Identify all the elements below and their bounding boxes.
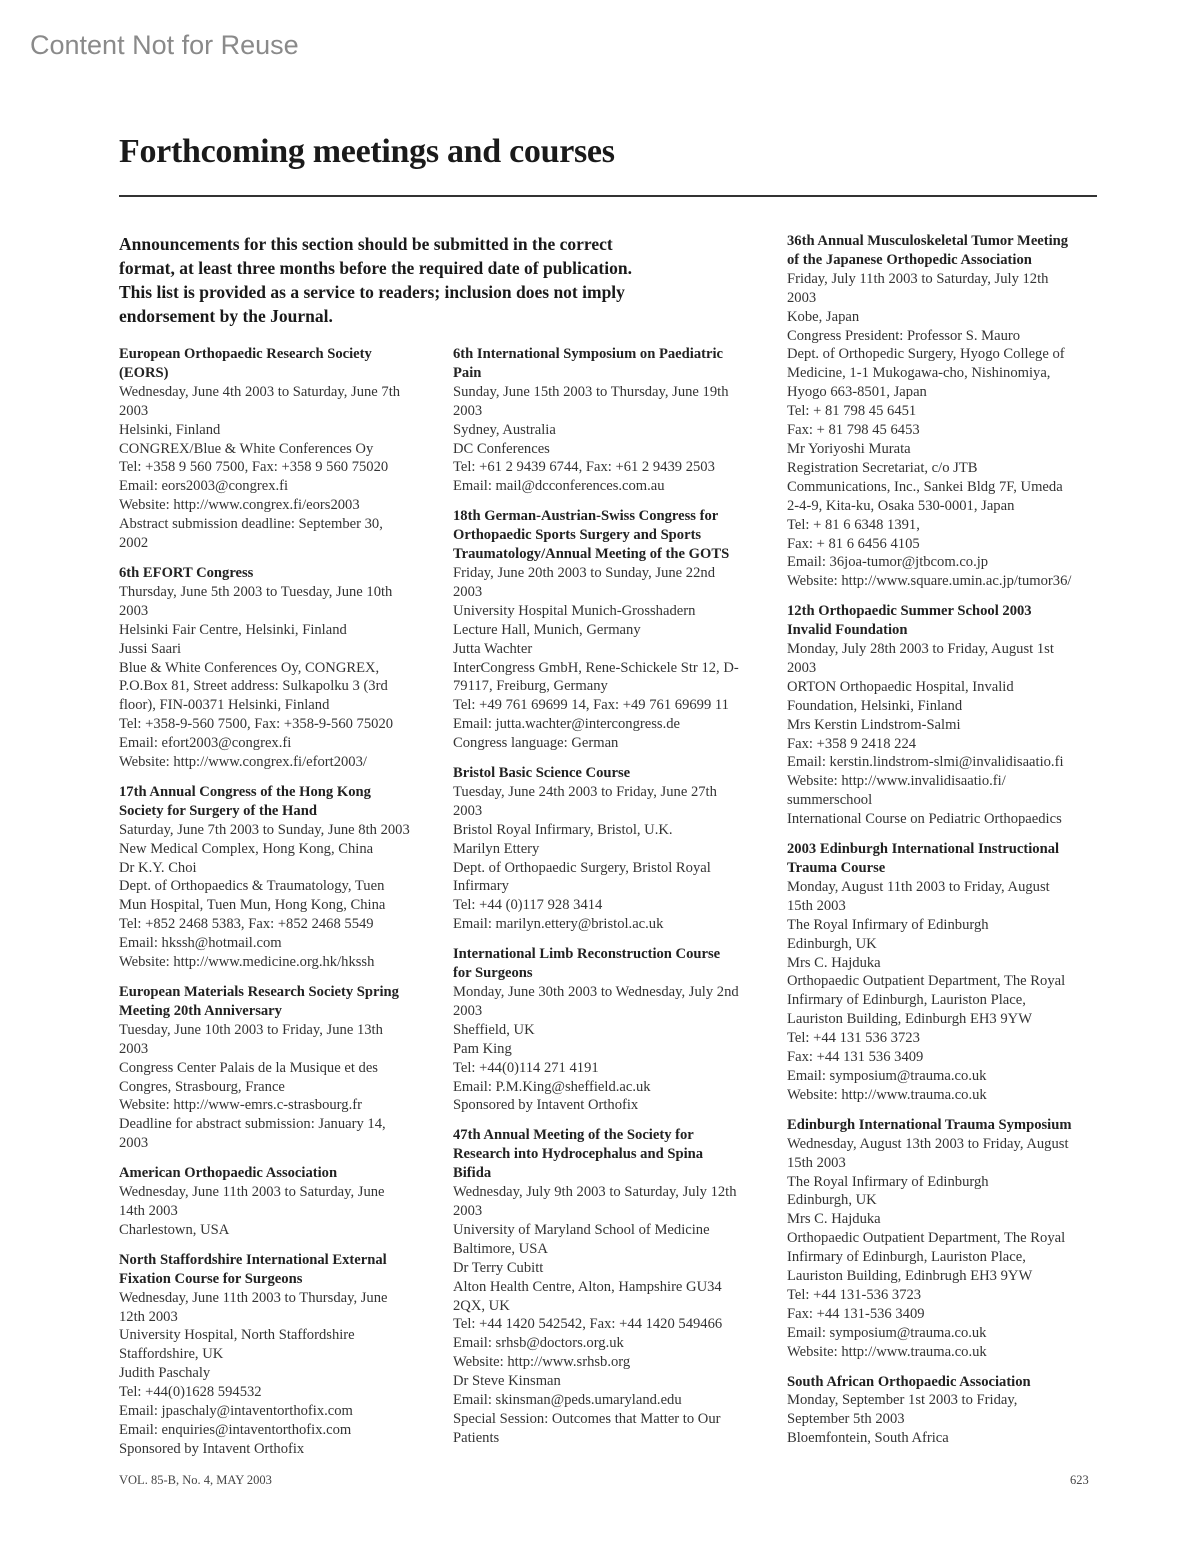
meeting-title-line: Pain — [453, 364, 482, 381]
meeting-detail-line: Kobe, Japan — [787, 308, 860, 325]
meeting-detail-line: Helsinki Fair Centre, Helsinki, Finland — [119, 621, 347, 638]
meeting-title-line: Traumatology/Annual Meeting of the GOTS — [453, 546, 730, 563]
meeting-detail-line: Lauriston Building, Edinbrugh EH3 9YW — [787, 1268, 1033, 1285]
meeting-detail-line: Dept. of Orthopaedic Surgery, Bristol Royal — [453, 859, 711, 876]
meeting-detail-line: Tel: +44(0)114 271 4191 — [453, 1059, 599, 1076]
meeting-detail-line: Dr Steve Kinsman — [453, 1373, 561, 1390]
intro-line: This list is provided as a service to readers; inclusion does not imply — [119, 282, 625, 302]
meeting-entry — [453, 345, 783, 496]
meeting-detail-line: Congress Center Palais de la Musique et des — [119, 1059, 378, 1076]
meeting-detail-line: Alton Health Centre, Alton, Hampshire GU34 — [453, 1278, 722, 1295]
meeting-entry — [787, 1116, 1117, 1362]
meeting-detail-line: Monday, September 1st 2003 to Friday, — [787, 1392, 1018, 1409]
intro-line: Announcements for this section should be submitted in the correct — [119, 234, 613, 254]
meeting-detail-line: Tuesday, June 10th 2003 to Friday, June 13th — [119, 1021, 383, 1038]
meeting-title-line: Bristol Basic Science Course — [453, 765, 631, 782]
meeting-title-line: 12th Orthopaedic Summer School 2003 — [787, 603, 1032, 620]
meeting-detail-line: Wednesday, July 9th 2003 to Saturday, July 12th — [453, 1184, 737, 1201]
meeting-detail-line: DC Conferences — [453, 440, 550, 457]
meeting-detail-line: Monday, June 30th 2003 to Wednesday, July 2nd — [453, 984, 739, 1000]
meeting-detail-line: Tel: +61 2 9439 6744, Fax: +61 2 9439 2503 — [453, 459, 715, 476]
meeting-title-line: European Orthopaedic Research Society — [119, 346, 372, 362]
meeting-title-line: European Materials Research Society Spring — [119, 984, 399, 1000]
meeting-detail-line: The Royal Infirmary of Edinburgh — [787, 1173, 989, 1190]
meeting-detail-line: 2003 — [119, 402, 149, 419]
meeting-entry — [453, 945, 783, 1115]
meeting-detail-line: Email: srhsb@doctors.org.uk — [453, 1335, 624, 1352]
meeting-detail-line: Edinburgh, UK — [787, 935, 877, 952]
meeting-entry — [787, 602, 1117, 829]
meeting-detail-line: Congress President: Professor S. Mauro — [787, 327, 1021, 344]
meeting-detail-line: Email: jutta.wachter@intercongress.de — [453, 716, 680, 733]
meeting-title-line: 2003 Edinburgh International Instructional — [787, 841, 1060, 858]
meeting-detail-line: InterCongress GmbH, Rene-Schickele Str 12, D- — [453, 659, 739, 676]
meeting-detail-line: Sponsored by Intavent Orthofix — [119, 1440, 305, 1457]
meeting-detail-line: 2003 — [787, 289, 817, 306]
meeting-detail-line: Thursday, June 5th 2003 to Tuesday, June 10th — [119, 583, 393, 600]
meeting-detail-line: Tel: + 81 6 6348 1391, — [787, 516, 920, 533]
meeting-entry — [119, 783, 449, 972]
meeting-title-line: (EORS) — [119, 364, 169, 381]
meeting-detail-line: Special Session: Outcomes that Matter to Our — [453, 1410, 721, 1427]
meeting-detail-line: 2003 — [119, 1135, 149, 1152]
meeting-detail-line: Tel: +44 (0)117 928 3414 — [453, 897, 603, 914]
meeting-detail-line: Dept. of Orthopedic Surgery, Hyogo College of — [787, 346, 1065, 363]
meeting-title-line: 6th EFORT Congress — [119, 564, 254, 581]
meeting-title-line: International Limb Reconstruction Course — [453, 946, 721, 963]
meeting-title-line: Orthopaedic Sports Surgery and Sports — [453, 527, 702, 544]
meeting-detail-line: Tel: +358 9 560 7500, Fax: +358 9 560 75020 — [119, 459, 389, 476]
meeting-detail-line: Mun Hospital, Tuen Mun, Hong Kong, China — [119, 897, 386, 914]
meeting-entry — [453, 507, 783, 753]
meeting-detail-line: Lecture Hall, Munich, Germany — [453, 621, 641, 638]
meeting-detail-line: Website: http://www.trauma.co.uk — [787, 1343, 987, 1360]
meeting-entry — [787, 840, 1117, 1105]
meeting-detail-line: 2002 — [119, 535, 149, 552]
meeting-detail-line: Charlestown, USA — [119, 1221, 230, 1238]
meeting-detail-line: Monday, August 11th 2003 to Friday, August — [787, 878, 1050, 895]
meeting-detail-line: Congres, Strasbourg, France — [119, 1078, 285, 1095]
meeting-detail-line: Tel: +44 1420 542542, Fax: +44 1420 549466 — [453, 1316, 723, 1333]
meeting-detail-line: Pam King — [453, 1040, 512, 1057]
meeting-detail-line: Baltimore, USA — [453, 1240, 548, 1257]
meeting-detail-line: floor), FIN-00371 Helsinki, Finland — [119, 697, 330, 714]
meeting-title-line: Bifida — [453, 1165, 492, 1182]
meeting-detail-line: Fax: +44 131-536 3409 — [787, 1305, 925, 1322]
meeting-detail-line: Medicine, 1-1 Mukogawa-cho, Nishinomiya, — [787, 365, 1051, 382]
meeting-detail-line: Website: http://www.congrex.fi/efort2003/ — [119, 754, 367, 771]
meeting-detail-line: Email: kerstin.lindstrom-slmi@invalidisaatio.fi — [787, 754, 1064, 771]
meeting-detail-line: Tuesday, June 24th 2003 to Friday, June 27th — [453, 783, 717, 800]
meeting-detail-line: Tel: +49 761 69699 14, Fax: +49 761 69699 11 — [453, 697, 729, 714]
meeting-detail-line: 2003 — [453, 402, 483, 419]
meeting-detail-line: Mrs Kerstin Lindstrom-Salmi — [787, 716, 961, 733]
meeting-detail-line: Email: symposium@trauma.co.uk — [787, 1067, 987, 1084]
meeting-detail-line: Fax: + 81 6 6456 4105 — [787, 535, 920, 552]
meeting-detail-line: Infirmary of Edinburgh, Lauriston Place, — [787, 992, 1026, 1009]
meeting-detail-line: University of Maryland School of Medicine — [453, 1221, 710, 1238]
meeting-detail-line: Sydney, Australia — [453, 421, 556, 438]
meeting-detail-line: Infirmary — [453, 878, 509, 895]
meeting-detail-line: Email: symposium@trauma.co.uk — [787, 1324, 987, 1341]
meeting-title-line: Meeting 20th Anniversary — [119, 1002, 282, 1019]
meeting-detail-line: 12th 2003 — [119, 1308, 178, 1325]
meeting-title-line: South African Orthopaedic Association — [787, 1373, 1031, 1390]
meeting-detail-line: Email: skinsman@peds.umaryland.edu — [453, 1392, 682, 1409]
meeting-detail-line: 2003 — [453, 1202, 483, 1219]
meeting-detail-line: Tel: + 81 798 45 6451 — [787, 403, 917, 420]
meeting-detail-line: International Course on Pediatric Orthopaedics — [787, 811, 1062, 828]
meeting-entry — [119, 1251, 449, 1459]
meeting-detail-line: Deadline for abstract submission: January 14, — [119, 1116, 386, 1133]
meeting-detail-line: Website: http://www.congrex.fi/eors2003 — [119, 497, 360, 514]
meeting-detail-line: CONGREX/Blue & White Conferences Oy — [119, 440, 374, 457]
meeting-detail-line: New Medical Complex, Hong Kong, China — [119, 840, 374, 857]
meeting-detail-line: 79117, Freiburg, Germany — [453, 678, 608, 695]
meeting-title-line: Invalid Foundation — [787, 622, 908, 639]
meeting-entry — [453, 1126, 783, 1447]
meeting-detail-line: Tel: +852 2468 5383, Fax: +852 2468 5549 — [119, 916, 374, 933]
meeting-detail-line: Dr K.Y. Choi — [119, 859, 197, 876]
meeting-entry — [119, 1164, 449, 1240]
meeting-title-line: 6th International Symposium on Paediatric — [453, 346, 723, 362]
meeting-detail-line: Lauriston Building, Edinburgh EH3 9YW — [787, 1011, 1032, 1028]
meeting-title-line: 17th Annual Congress of the Hong Kong — [119, 783, 371, 800]
meeting-detail-line: Communications, Inc., Sankei Bldg 7F, Umeda — [787, 478, 1063, 495]
meeting-detail-line: Sheffield, UK — [453, 1021, 535, 1038]
meeting-detail-line: Website: http://www-emrs.c-strasbourg.fr — [119, 1097, 362, 1114]
meeting-detail-line: Sunday, June 15th 2003 to Thursday, June 19th — [453, 383, 729, 400]
meeting-detail-line: Infirmary of Edinburgh, Lauriston Place, — [787, 1249, 1026, 1266]
meeting-detail-line: Website: http://www.trauma.co.uk — [787, 1086, 987, 1103]
meeting-detail-line: summerschool — [787, 792, 873, 809]
meeting-detail-line: 2003 — [453, 1002, 483, 1019]
meeting-detail-line: Helsinki, Finland — [119, 421, 221, 438]
meeting-detail-line: Jussi Saari — [119, 640, 182, 657]
meeting-detail-line: Bloemfontein, South Africa — [787, 1430, 949, 1447]
meeting-detail-line: Congress language: German — [453, 735, 619, 752]
meeting-title-line: Trauma Course — [787, 860, 886, 876]
meeting-detail-line: Wednesday, June 11th 2003 to Thursday, June — [119, 1289, 388, 1306]
meeting-detail-line: Mrs C. Hajduka — [787, 954, 881, 971]
meeting-detail-line: 2003 — [787, 659, 817, 676]
meeting-detail-line: Wednesday, June 11th 2003 to Saturday, June — [119, 1184, 385, 1201]
meeting-detail-line: University Hospital, North Staffordshire — [119, 1327, 355, 1344]
meeting-detail-line: Email: hkssh@hotmail.com — [119, 935, 282, 952]
meeting-title-line: of the Japanese Orthopedic Association — [787, 251, 1032, 268]
meeting-detail-line: Tel: +358-9-560 7500, Fax: +358-9-560 75020 — [119, 716, 394, 733]
meeting-detail-line: Sponsored by Intavent Orthofix — [453, 1097, 639, 1114]
meeting-detail-line: Mr Yoriyoshi Murata — [787, 440, 911, 457]
meeting-detail-line: Monday, July 28th 2003 to Friday, August 1st — [787, 641, 1054, 658]
meeting-entry — [787, 232, 1117, 591]
meeting-detail-line: Abstract submission deadline: September 30, — [119, 516, 383, 533]
meeting-entry — [787, 1373, 1117, 1449]
meeting-detail-line: Marilyn Ettery — [453, 840, 540, 857]
page-number: 623 — [1070, 1473, 1089, 1487]
meeting-detail-line: Edinburgh, UK — [787, 1192, 877, 1209]
meeting-detail-line: Dept. of Orthopaedics & Traumatology, Tuen — [119, 878, 385, 895]
meeting-detail-line: September 5th 2003 — [787, 1411, 905, 1428]
meeting-detail-line: Saturday, June 7th 2003 to Sunday, June 8th 2003 — [119, 821, 410, 838]
meeting-detail-line: Wednesday, August 13th 2003 to Friday, August — [787, 1135, 1069, 1152]
intro-notice — [119, 232, 739, 328]
intro-line: endorsement by the Journal. — [119, 306, 333, 326]
meeting-detail-line: Website: http://www.medicine.org.hk/hkssh — [119, 954, 375, 971]
page-title: Forthcoming meetings and courses — [119, 133, 615, 170]
meeting-detail-line: Email: mail@dcconferences.com.au — [453, 478, 665, 495]
meeting-detail-line: Staffordshire, UK — [119, 1346, 224, 1363]
meeting-detail-line: Email: enquiries@intaventorthofix.com — [119, 1421, 352, 1438]
meeting-detail-line: The Royal Infirmary of Edinburgh — [787, 916, 989, 933]
meeting-detail-line: Fax: +358 9 2418 224 — [787, 735, 917, 752]
meeting-entry — [453, 764, 783, 934]
meeting-title-line: North Staffordshire International External — [119, 1251, 387, 1268]
meeting-detail-line: 2003 — [119, 1040, 149, 1057]
watermark-text: Content Not for Reuse — [30, 30, 299, 60]
meeting-title-line: 36th Annual Musculoskeletal Tumor Meeting — [787, 233, 1069, 249]
meeting-detail-line: 14th 2003 — [119, 1202, 178, 1219]
meeting-detail-line: Orthopaedic Outpatient Department, The Royal — [787, 973, 1066, 990]
meeting-title-line: Research into Hydrocephalus and Spina — [453, 1146, 704, 1163]
meeting-detail-line: Email: jpaschaly@intaventorthofix.com — [119, 1403, 353, 1420]
meeting-detail-line: 2003 — [119, 602, 149, 619]
meeting-detail-line: Email: P.M.King@sheffield.ac.uk — [453, 1078, 651, 1095]
column-2 — [453, 345, 783, 1459]
meeting-title-line: 18th German-Austrian-Swiss Congress for — [453, 508, 719, 525]
meeting-detail-line: Email: eors2003@congrex.fi — [119, 478, 289, 495]
meeting-title-line: for Surgeons — [453, 965, 533, 982]
meeting-detail-line: Email: 36joa-tumor@jtbcom.co.jp — [787, 554, 989, 571]
meeting-detail-line: Dr Terry Cubitt — [453, 1259, 544, 1276]
meeting-detail-line: P.O.Box 81, Street address: Sulkapolku 3 (3rd — [119, 678, 388, 695]
meeting-detail-line: Mrs C. Hajduka — [787, 1211, 881, 1228]
meeting-detail-line: Wednesday, June 4th 2003 to Saturday, June 7th — [119, 383, 401, 400]
meeting-detail-line: Website: http://www.square.umin.ac.jp/tumor36/ — [787, 573, 1072, 590]
meeting-detail-line: Tel: +44(0)1628 594532 — [119, 1384, 262, 1401]
meeting-title-line: 47th Annual Meeting of the Society for — [453, 1127, 694, 1144]
meeting-detail-line: Friday, July 11th 2003 to Saturday, July 12th — [787, 270, 1049, 287]
journal-issue: VOL. 85-B, No. 4, MAY 2003 — [119, 1473, 272, 1487]
meeting-detail-line: Orthopaedic Outpatient Department, The Royal — [787, 1230, 1066, 1247]
meeting-detail-line: Registration Secretariat, c/o JTB — [787, 459, 978, 476]
meeting-detail-line: 2-4-9, Kita-ku, Osaka 530-0001, Japan — [787, 497, 1015, 514]
meeting-title-line: Fixation Course for Surgeons — [119, 1270, 303, 1287]
meeting-detail-line: 2QX, UK — [453, 1297, 510, 1314]
meeting-detail-line: ORTON Orthopaedic Hospital, Invalid — [787, 678, 1014, 695]
meeting-detail-line: Website: http://www.invalidisaatio.fi/ — [787, 773, 1006, 790]
meeting-detail-line: Tel: +44 131 536 3723 — [787, 1030, 920, 1047]
meeting-detail-line: Friday, June 20th 2003 to Sunday, June 22nd — [453, 564, 715, 581]
meeting-detail-line: 15th 2003 — [787, 897, 846, 914]
meeting-detail-line: Tel: +44 131-536 3723 — [787, 1286, 922, 1303]
meeting-title-line: American Orthopaedic Association — [119, 1165, 338, 1182]
meeting-detail-line: Judith Paschaly — [119, 1365, 211, 1382]
meeting-detail-line: 2003 — [453, 802, 483, 819]
meeting-detail-line: 2003 — [453, 583, 483, 600]
meeting-entry — [119, 564, 449, 772]
meeting-entry — [119, 345, 449, 553]
meeting-detail-line: Website: http://www.srhsb.org — [453, 1354, 631, 1371]
meeting-detail-line: Fax: + 81 798 45 6453 — [787, 422, 920, 439]
intro-line: format, at least three months before the required date of publication. — [119, 258, 632, 278]
meeting-detail-line: Email: marilyn.ettery@bristol.ac.uk — [453, 916, 664, 933]
column-3 — [787, 232, 1117, 1459]
meeting-entry — [119, 983, 449, 1153]
title-divider — [119, 195, 1097, 197]
meeting-title-line: Society for Surgery of the Hand — [119, 802, 317, 819]
meeting-detail-line: Email: efort2003@congrex.fi — [119, 735, 292, 752]
meeting-detail-line: Patients — [453, 1429, 500, 1446]
meeting-detail-line: Blue & White Conferences Oy, CONGREX, — [119, 659, 380, 676]
meeting-detail-line: Jutta Wachter — [453, 640, 533, 657]
meeting-title-line: Edinburgh International Trauma Symposium — [787, 1116, 1072, 1133]
meeting-detail-line: Hyogo 663-8501, Japan — [787, 384, 927, 401]
meeting-detail-line: Bristol Royal Infirmary, Bristol, U.K. — [453, 821, 673, 838]
column-1 — [119, 345, 449, 1470]
meeting-detail-line: Fax: +44 131 536 3409 — [787, 1049, 924, 1066]
meeting-detail-line: University Hospital Munich-Grosshadern — [453, 602, 696, 619]
meeting-detail-line: 15th 2003 — [787, 1154, 846, 1171]
meeting-detail-line: Foundation, Helsinki, Finland — [787, 697, 963, 714]
